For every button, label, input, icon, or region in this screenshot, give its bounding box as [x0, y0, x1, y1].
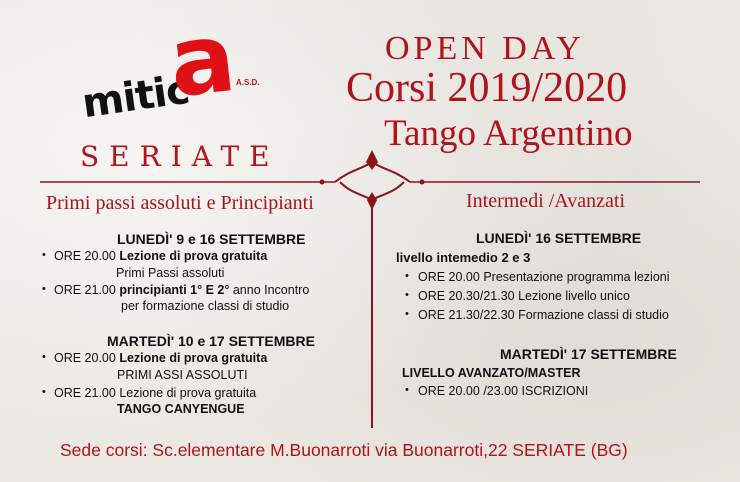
- bullet-icon: •: [405, 289, 409, 301]
- right-heading: Intermedi /Avanzati: [466, 190, 626, 212]
- title-open-day: OPEN DAY: [385, 30, 585, 67]
- left-b2-item1-sub: PRIMI ASSI ASSOLUTI: [117, 368, 248, 382]
- right-day-1: LUNEDÌ' 16 SETTEMBRE: [476, 230, 642, 246]
- right-b2-item1: ORE 20.00 /23.00 ISCRIZIONI: [418, 384, 589, 398]
- right-day-2: MARTEDÌ' 17 SETTEMBRE: [500, 346, 677, 362]
- bullet-icon: •: [42, 283, 46, 295]
- left-b2-item2: ORE 21.00 Lezione di prova gratuita: [54, 386, 257, 400]
- title-tango: Tango Argentino: [384, 113, 633, 154]
- right-b1-item2: ORE 20.30/21.30 Lezione livello unico: [418, 289, 630, 303]
- left-heading: Primi passi assoluti e Principianti: [46, 192, 314, 214]
- bullet-icon: •: [405, 384, 409, 396]
- logo-a-letter: a: [164, 0, 241, 120]
- bullet-icon: •: [405, 308, 409, 320]
- bullet-icon: •: [42, 351, 46, 363]
- left-day-2: MARTEDÌ' 10 e 17 SETTEMBRE: [107, 333, 315, 349]
- left-b2-item2-sub: TANGO CANYENGUE: [117, 402, 245, 416]
- logo-asd-label: A.S.D.: [236, 78, 260, 87]
- left-b2-item1: ORE 20.00 Lezione di prova gratuita: [54, 351, 268, 365]
- right-b1-item1: ORE 20.00 Presentazione programma lezioni: [418, 270, 670, 284]
- left-b1-item1: ORE 20.00 Lezione di prova gratuita: [54, 249, 268, 263]
- bullet-icon: •: [405, 270, 409, 282]
- bullet-icon: •: [42, 386, 46, 398]
- right-level-2: LIVELLO AVANZATO/MASTER: [402, 366, 581, 380]
- left-b1-item1-sub: Primi Passi assoluti: [116, 266, 225, 280]
- logo-mitic-text: mitic: [79, 66, 192, 128]
- right-level-1: livello intemedio 2 e 3: [396, 250, 531, 265]
- logo-city: SERIATE: [80, 140, 280, 173]
- left-day-1: LUNEDÌ' 9 e 16 SETTEMBRE: [117, 231, 306, 247]
- bullet-icon: •: [42, 249, 46, 261]
- left-b1-item2-sub: per formazione classi di studio: [121, 299, 290, 313]
- left-b1-item2: ORE 21.00 principianti 1° E 2° anno Incontro: [54, 283, 310, 297]
- right-b1-item3: ORE 21.30/22.30 Formazione classi di studio: [418, 308, 669, 322]
- title-corsi: Corsi 2019/2020: [346, 65, 628, 111]
- footer-location: Sede corsi: Sc.elementare M.Buonarroti via Buonarroti,22 SERIATE (BG): [60, 440, 628, 460]
